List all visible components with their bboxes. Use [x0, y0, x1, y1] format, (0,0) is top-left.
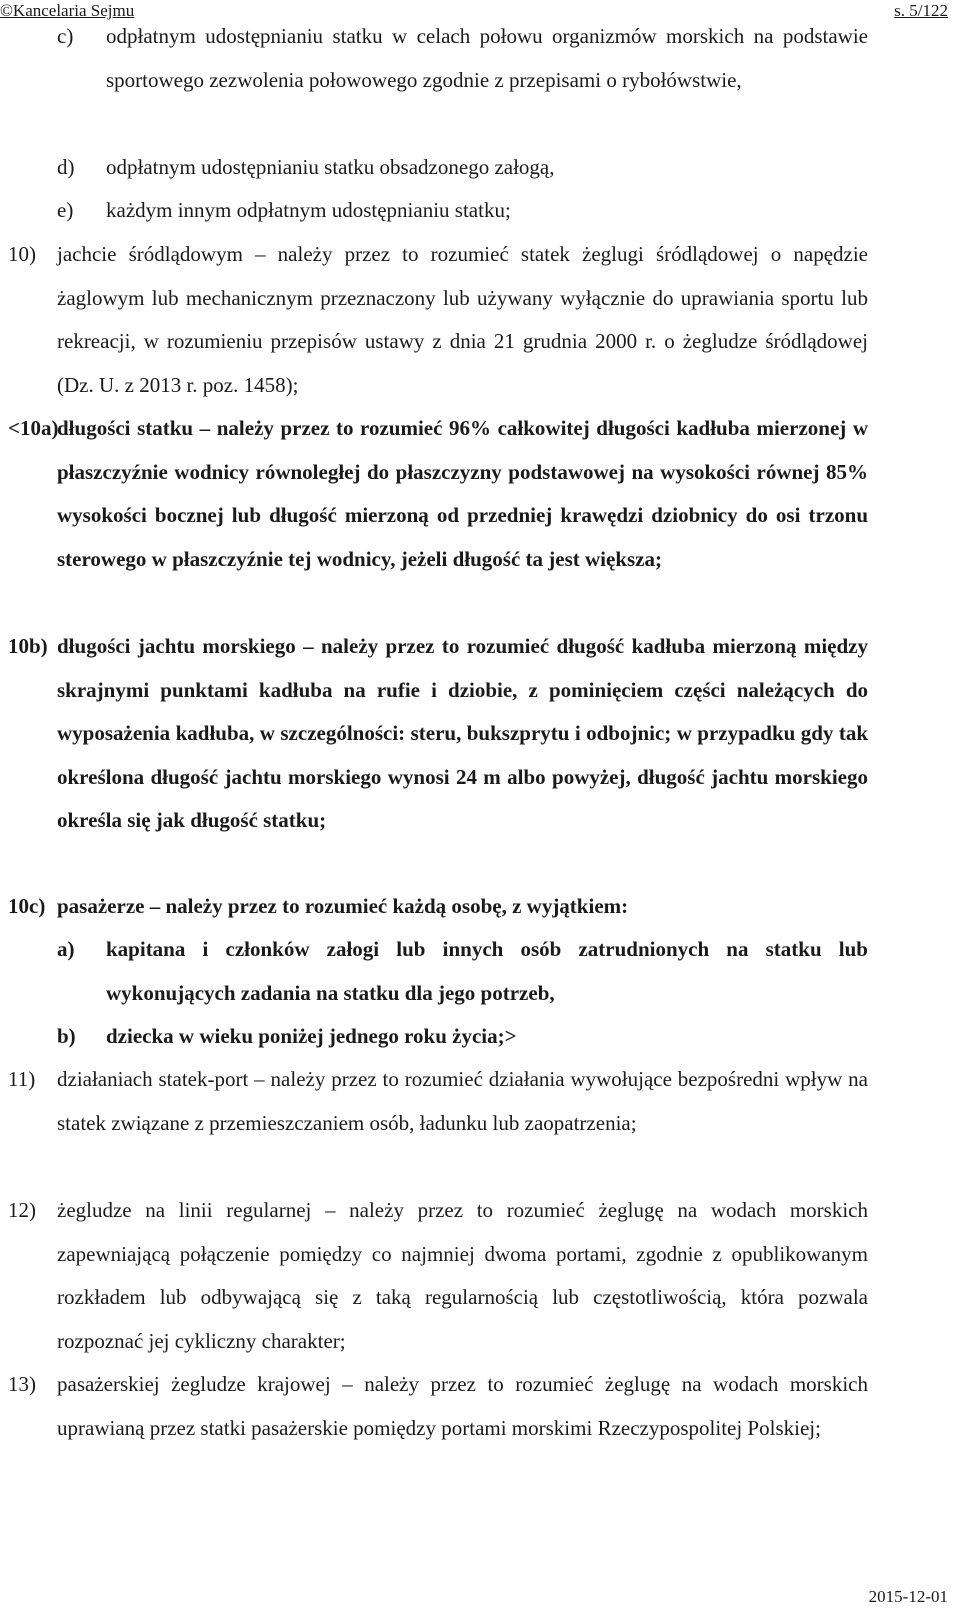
- item-label: c): [57, 24, 74, 48]
- item-text: działaniach statek-port – należy przez to rozumieć działania wywołujące bezpośredni wpływ na statek związane z przemieszczaniem osób, ładunku lub zaopatrzenia;: [57, 1067, 868, 1135]
- item-label: 10c): [8, 894, 46, 918]
- header-source: ©Kancelaria Sejmu: [0, 1, 135, 20]
- item-label: 11): [8, 1067, 36, 1091]
- item-label: <10a): [8, 416, 59, 440]
- header-page-number: s. 5/122: [894, 1, 948, 20]
- item-label: 10b): [8, 634, 48, 658]
- item-label: 10): [8, 242, 36, 266]
- item-text: dziecka w wieku poniżej jednego roku życia;>: [106, 1024, 517, 1048]
- item-text: odpłatnym udostępnianiu statku obsadzonego załogą,: [106, 155, 555, 179]
- item-text: pasażerze – należy przez to rozumieć każdą osobę, z wyjątkiem:: [57, 894, 629, 918]
- item-label: 13): [8, 1372, 36, 1396]
- item-text: odpłatnym udostępnianiu statku w celach połowu organizmów morskich na podstawie sportowego zezwolenia połowowego zgodnie z przepisami o rybołówstwie,: [106, 24, 868, 92]
- item-text: żegludze na linii regularnej – należy przez to rozumieć żeglugę na wodach morskich zapewniającą połączenie pomiędzy co najmniej dwoma portami, zgodnie z opublikowanym rozkładem lub odbywającą się z taką regularnością lub częstotliwością, która pozwala rozpoznać jej cykliczny charakter;: [57, 1198, 868, 1353]
- item-text: pasażerskiej żegludze krajowej – należy przez to rozumieć żeglugę na wodach morskich uprawianą przez statki pasażerskie pomiędzy portami morskimi Rzeczypospolitej Polskiej;: [57, 1372, 868, 1440]
- footer-date: 2015-12-01: [868, 1587, 948, 1606]
- item-label: a): [57, 937, 75, 961]
- item-label: 12): [8, 1198, 36, 1222]
- item-text: długości statku – należy przez to rozumieć 96% całkowitej długości kadłuba mierzonej w płaszczyźnie wodnicy równoległej do płaszczyzny podstawowej na wysokości równej 85% wysokości bocznej lub długość mierzoną od przedniej krawędzi dziobnicy do osi trzonu sterowego w płaszczyźnie tej wodnicy, jeżeli długość ta jest większa;: [57, 416, 868, 571]
- item-text: każdym innym odpłatnym udostępnianiu statku;: [106, 198, 511, 222]
- item-label: e): [57, 198, 74, 222]
- item-label: b): [57, 1024, 76, 1048]
- item-text: jachcie śródlądowym – należy przez to rozumieć statek żeglugi śródlądowej o napędzie żaglowym lub mechanicznym przeznaczony lub używany wyłącznie do uprawiania sportu lub rekreacji, w rozumieniu przepisów ustawy z dnia 21 grudnia 2000 r. o żegludze śródlądowej (Dz. U. z 2013 r. poz. 1458);: [57, 242, 868, 397]
- item-label: d): [57, 155, 75, 179]
- item-text: kapitana i członków załogi lub innych osób zatrudnionych na statku lub wykonujących zadania na statku dla jego potrzeb,: [106, 937, 868, 1005]
- item-text: długości jachtu morskiego – należy przez to rozumieć długość kadłuba mierzoną między skrajnymi punktami kadłuba na rufie i dziobie, z pominięciem części należących do wyposażenia kadłuba, w szczególności: steru, bukszprytu i odbojnic; w przypadku gdy tak określona długość jachtu morskiego wynosi 24 m albo powyżej, długość jachtu morskiego określa się jak długość statku;: [57, 634, 868, 832]
